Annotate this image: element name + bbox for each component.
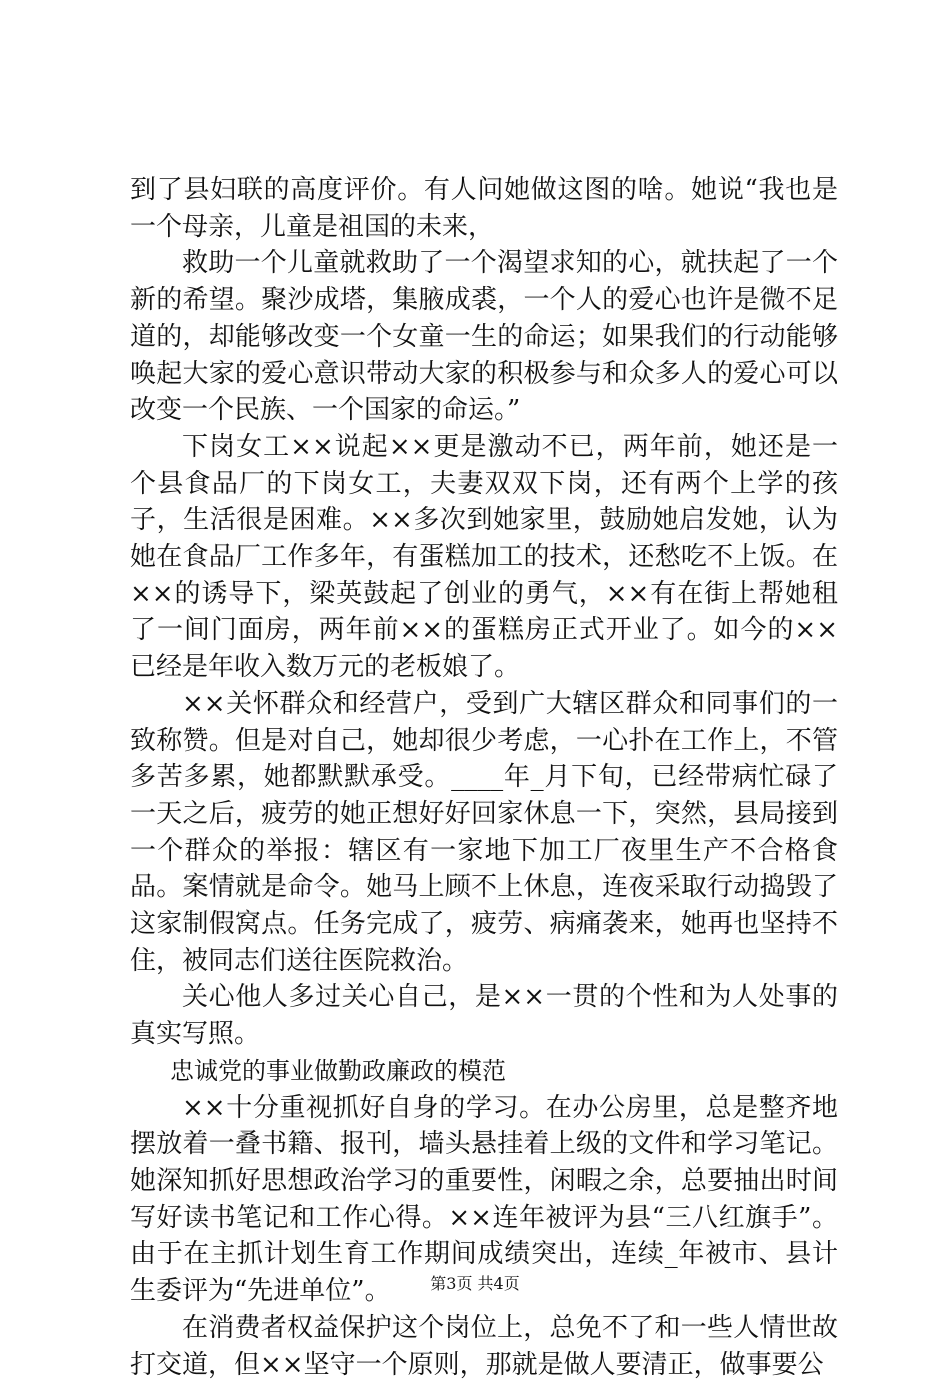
document-body xyxy=(130,172,838,1383)
paragraph-6: ××十分重视抓好自身的学习。在办公房里，总是整齐地摆放着一叠书籍、报刊，墙头悬挂着上级的文件和学习笔记。她深知抓好思想政治学习的重要性，闲暇之余，总要抽出时间写好读书笔记和工作心得。××连年被评为县“三八红旗手”。由于在主抓计划生育工作期间成绩突出，连续_年被市、县计生委评为“先进单位”。 xyxy=(130,1092,838,1307)
paragraph-2: 救助一个儿童就救助了一个渴望求知的心，就扶起了一个新的希望。聚沙成塔，集腋成裘，一个人的爱心也许是微不足道的，却能够改变一个女童一生的命运；如果我们的行动能够唤起大家的爱心意识带动大家的积极参与和众多人的爱心可以改变一个民族、一个国家的命运。” xyxy=(130,248,838,426)
paragraph-1: 到了县妇联的高度评价。有人问她做这图的啥。她说“我也是一个母亲，儿童是祖国的未来， xyxy=(130,175,838,242)
paragraph-3: 下岗女工××说起××更是激动不已，两年前，她还是一个县食品厂的下岗女工，夫妻双双下岗，还有两个上学的孩子，生活很是困难。××多次到她家里，鼓励她启发她，认为她在食品厂工作多年，有蛋糕加工的技术，还愁吃不上饭。在××的诱导下，梁英鼓起了创业的勇气，××有在街上帮她租了一间门面房，两年前××的蛋糕房正式开业了。如今的××已经是年收入数万元的老板娘了。 xyxy=(130,431,838,683)
paragraph-4: ××关怀群众和经营户，受到广大辖区群众和同事们的一致称赞。但是对自己，她却很少考虑，一心扑在工作上，不管多苦多累，她都默默承受。____年_月下旬，已经带病忙碌了一天之后，疲劳的她正想好好回家休息一下，突然，县局接到一个群众的举报：辖区有一家地下加工厂夜里生产不合格食品。案情就是命令。她马上顾不上休息，连夜采取行动捣毁了这家制假窝点。任务完成了，疲劳、病痛袭来，她再也坚持不住，被同志们送往医院救治。 xyxy=(130,688,838,976)
section-heading: 忠诚党的事业做勤政廉政的模范 xyxy=(170,1056,506,1085)
page-footer: 第3页 共4页 xyxy=(430,1274,520,1293)
paragraph-5: 关心他人多过关心自己，是××一贯的个性和为人处事的真实写照。 xyxy=(130,982,838,1050)
paragraph-7: 在消费者权益保护这个岗位上，总免不了和一些人情世故打交道，但××坚守一个原则，那就是做人要清正，做事要公 xyxy=(130,1312,838,1380)
